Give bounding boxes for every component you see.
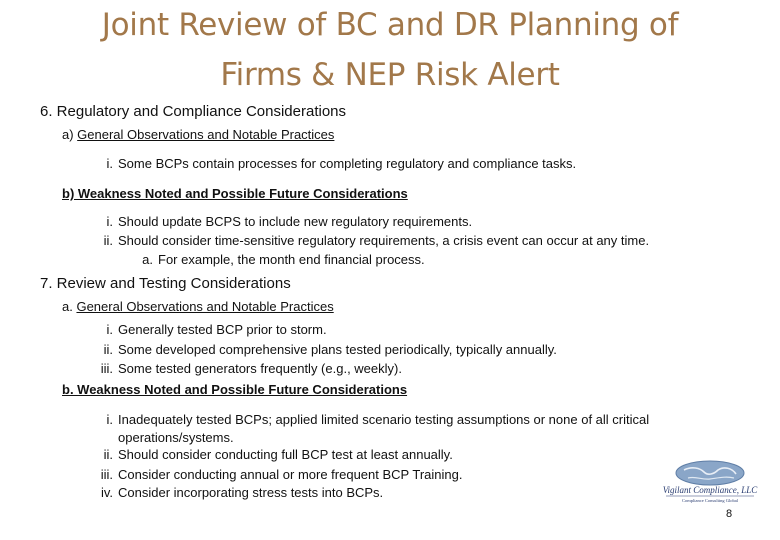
section-7b-label: b. Weakness Noted and Possible Future Considerations — [62, 382, 408, 397]
list-item-number: ii. — [103, 233, 113, 248]
list-item-text: Generally tested BCP prior to storm. — [118, 322, 327, 337]
list-item-number: i. — [106, 214, 113, 229]
list-item-text: Some BCPs contain processes for completing regulatory and compliance tasks. — [118, 156, 577, 171]
list-item-text: Inadequately tested BCPs; applied limited scenario testing assumptions or none of all critical operations/systems. — [118, 412, 650, 445]
globe-logo-icon — [648, 456, 772, 506]
section-7a-heading — [62, 299, 334, 314]
page-number: 8 — [726, 508, 733, 520]
section-7b-heading — [62, 382, 407, 397]
list-item-number: i. — [106, 156, 113, 171]
list-item — [106, 321, 718, 339]
list-item-number: i. — [106, 322, 113, 337]
list-item — [100, 484, 718, 502]
company-logo — [648, 456, 772, 506]
list-item-text: For example, the month end financial process. — [158, 252, 425, 267]
svg-text:Vigilant Compliance, LLC: Vigilant Compliance, LLC — [662, 485, 758, 495]
list-item-text: Should consider time-sensitive regulatory requirements, a crisis event can occur at any time. — [118, 233, 650, 248]
slide-title-line-2: Firms & NEP Risk Alert — [220, 57, 560, 93]
list-item — [106, 155, 718, 173]
list-item — [106, 213, 718, 231]
section-6b-heading — [62, 186, 408, 201]
list-item — [103, 446, 718, 464]
section-6a-prefix: a) — [62, 127, 78, 142]
list-item-number: iv. — [100, 485, 113, 500]
svg-text:Compliance Consulting Global: Compliance Consulting Global — [682, 498, 738, 503]
list-item-number: ii. — [103, 342, 113, 357]
list-item-text: Consider conducting annual or more frequent BCP Training. — [118, 467, 463, 482]
list-item-text: Should update BCPS to include new regulatory requirements. — [118, 214, 473, 229]
section-7-heading: 7. Review and Testing Considerations — [40, 275, 291, 292]
list-item — [103, 341, 718, 359]
section-6b-label: b) Weakness Noted and Possible Future Considerations — [62, 186, 408, 201]
list-item-text: Consider incorporating stress tests into BCPs. — [118, 485, 384, 500]
list-item-number: iii. — [100, 467, 113, 482]
section-7a-prefix: a. — [62, 299, 77, 314]
section-7a-label: General Observations and Notable Practices — [76, 299, 334, 314]
section-6a-label: General Observations and Notable Practices — [77, 127, 335, 142]
list-item-text: Some developed comprehensive plans tested periodically, typically annually. — [118, 342, 557, 357]
section-6a-heading — [62, 127, 334, 142]
list-item — [100, 466, 718, 484]
list-item-text: Some tested generators frequently (e.g., weekly). — [118, 361, 402, 376]
list-item-number: i. — [106, 412, 113, 427]
slide-title — [0, 0, 780, 100]
list-item — [106, 411, 698, 447]
list-item — [100, 360, 718, 378]
list-item-text: Should consider conducting full BCP test at least annually. — [118, 447, 453, 462]
list-item-number: ii. — [103, 447, 113, 462]
list-subitem — [142, 251, 425, 269]
list-item-number: a. — [142, 252, 153, 267]
slide-title-line-1: Joint Review of BC and DR Planning of — [101, 7, 679, 43]
list-item-number: iii. — [100, 361, 113, 376]
section-6-heading: 6. Regulatory and Compliance Considerations — [40, 103, 347, 120]
list-item — [103, 232, 758, 250]
